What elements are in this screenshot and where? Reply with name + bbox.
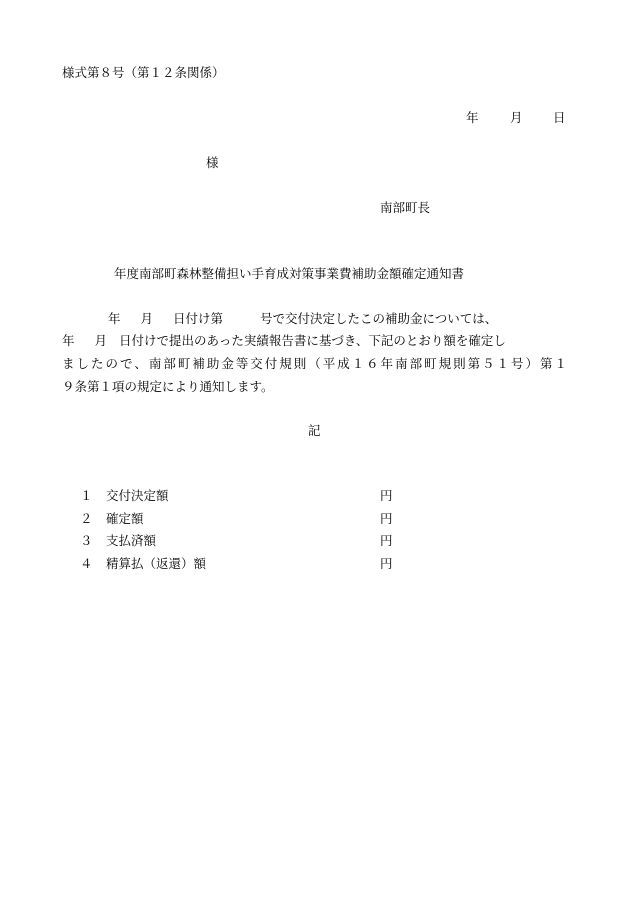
date-year-label: 年: [466, 110, 479, 125]
item-unit: 円: [380, 556, 393, 571]
body-paragraph-line-1: [62, 313, 567, 326]
body-line-2-text: 日付けで提出のあった実績報告書に基づき、下記のとおり額を確定し: [119, 333, 506, 348]
date-day-label: 日: [553, 110, 566, 125]
item-label: 交付決定額: [106, 488, 169, 503]
sender-name: 南部町長: [380, 200, 431, 215]
form-number: 様式第８号（第１２条関係）: [62, 65, 225, 80]
body-submission-year-label: 年: [62, 333, 75, 348]
body-month-label: 月: [140, 311, 154, 326]
item-label: 支払済額: [106, 533, 157, 548]
item-unit: 円: [380, 533, 393, 548]
body-day-grant-number-label: 日付け第: [173, 311, 224, 326]
item-number: ４: [80, 556, 93, 571]
item-number: ３: [80, 533, 93, 548]
body-paragraph-line-4: ９条第１項の規定により通知します。: [62, 379, 274, 394]
item-number: １: [80, 488, 93, 503]
item-number: ２: [80, 511, 93, 526]
date-month-label: 月: [510, 110, 523, 125]
item-label: 精算払（返還）額: [106, 556, 207, 571]
body-line-1-text: 号で交付決定したこの補助金については、: [260, 311, 498, 326]
recipient-honorific: 様: [206, 155, 219, 170]
ki-heading: 記: [308, 423, 321, 438]
body-paragraph-line-3: ま し た の で 、 南 部 町 補 助 金 等 交 付 規 則 （ 平 成 １ ６ 年 南 部 町 規 則 第 ５ １ 号 ） 第 １: [62, 356, 567, 371]
body-paragraph-line-2: [62, 335, 567, 348]
item-unit: 円: [380, 488, 393, 503]
item-unit: 円: [380, 511, 393, 526]
document-title: 年度南部町森林整備担い手育成対策事業費補助金額確定通知書: [114, 266, 465, 281]
body-year-label: 年: [108, 311, 121, 326]
item-label: 確定額: [106, 511, 144, 526]
body-submission-month-label: 月: [94, 333, 108, 348]
